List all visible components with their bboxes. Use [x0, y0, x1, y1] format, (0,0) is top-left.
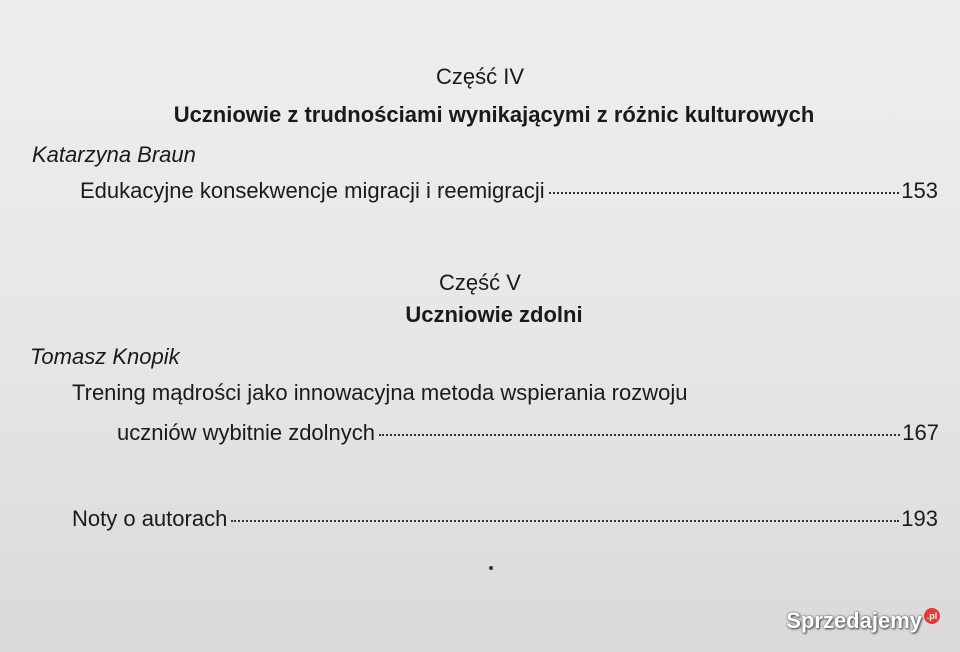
dot-leader	[549, 192, 900, 194]
page-number: 167	[902, 420, 939, 445]
page-number: 153	[901, 178, 938, 203]
entry-title-line1: Trening mądrości jako innowacyjna metoda wspierania rozwoju	[72, 380, 688, 405]
part-iv-heading: Część IV	[435, 64, 525, 89]
toc-entry-noty[interactable]	[72, 506, 938, 532]
sprzedajemy-logo	[786, 608, 940, 634]
page-number: 193	[901, 506, 938, 531]
part-v-title: Uczniowie zdolni	[405, 302, 583, 327]
toc-entry-migracji[interactable]	[80, 178, 938, 204]
ink-dot	[489, 566, 493, 570]
author-knopik: Tomasz Knopik	[30, 344, 180, 369]
entry-title-line2: uczniów wybitnie zdolnych	[117, 420, 376, 445]
entry-title: Edukacyjne konsekwencje migracji i reemigracji	[80, 178, 545, 203]
dot-leader	[379, 434, 900, 436]
part-iv-title: Uczniowie z trudnościami wynikającymi z różnic kulturowych	[173, 102, 815, 127]
entry-title: Noty o autorach	[72, 506, 228, 531]
toc-entry-trening[interactable]	[117, 420, 939, 446]
logo-text: Sprzedajemy	[786, 608, 922, 633]
dot-leader	[231, 520, 899, 522]
logo-suffix: .pl	[924, 608, 940, 624]
part-v-heading: Część V	[439, 270, 521, 295]
author-braun: Katarzyna Braun	[32, 142, 196, 167]
